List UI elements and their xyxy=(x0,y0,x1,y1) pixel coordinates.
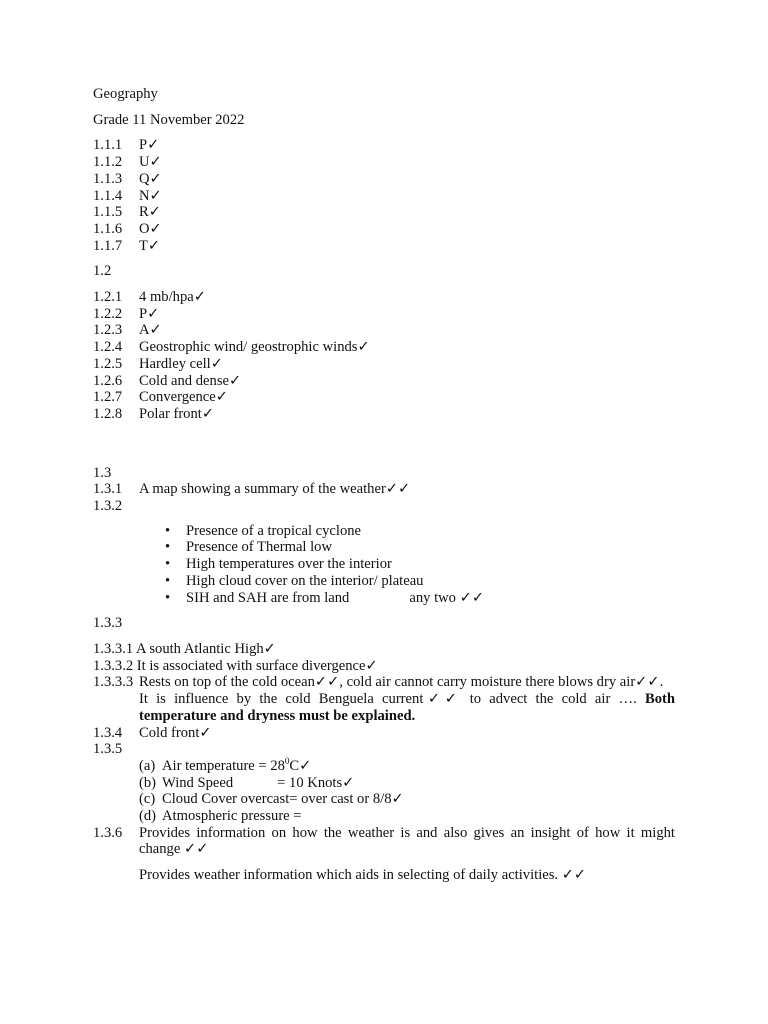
answer-row xyxy=(93,339,675,356)
answer-row xyxy=(93,674,675,724)
question-number: 1.1.4 xyxy=(93,187,123,204)
answer-row xyxy=(93,188,675,205)
answer-row xyxy=(93,406,675,423)
answer-row xyxy=(93,171,675,188)
question-number: 1.2.4 xyxy=(93,339,123,356)
section-1-2 xyxy=(93,289,675,423)
answer-text: R✓ xyxy=(139,204,161,221)
question-number: 1.1.7 xyxy=(93,237,123,254)
question-number: 1.2.6 xyxy=(93,372,123,389)
answer-text: Q✓ xyxy=(139,170,162,187)
bullet-item: • Presence of Thermal low xyxy=(165,539,333,556)
question-number: 1.2.1 xyxy=(93,289,123,306)
answer-row: 1.3.3.2 It is associated with surface divergence✓ xyxy=(93,657,378,674)
section-heading: 1.2 xyxy=(93,263,112,280)
answer-row xyxy=(93,238,675,255)
question-number: 1.2.8 xyxy=(93,405,123,422)
answer-extra: Provides weather information which aids in selecting of daily activities. ✓✓ xyxy=(139,867,587,884)
marking-note: Both temperature and dryness must be explained. xyxy=(139,691,675,724)
question-number: 1.3.6 xyxy=(93,824,123,841)
answer-text: Cold and dense✓ xyxy=(139,372,242,389)
question-number: 1.2.2 xyxy=(93,305,123,322)
answer-row xyxy=(93,373,675,390)
answer-text: Polar front✓ xyxy=(139,405,215,422)
bullet-item: • SIH and SAH are from land any two ✓✓ xyxy=(165,589,485,606)
observation-row: (c) Cloud Cover overcast= over cast or 8/8✓ xyxy=(139,791,404,808)
answer-row xyxy=(93,137,675,154)
answer-row xyxy=(93,306,675,323)
exam-title: Grade 11 November 2022 xyxy=(93,111,245,128)
question-number: 1.1.2 xyxy=(93,154,123,171)
question-number: 1.2.3 xyxy=(93,322,123,339)
section-1-1 xyxy=(93,137,675,254)
question-number: 1.3.4 xyxy=(93,724,123,741)
answer-row xyxy=(93,481,675,498)
question-number: 1.1.5 xyxy=(93,204,123,221)
answer-text: U✓ xyxy=(139,154,162,171)
answer-text: Provides information on how the weather is and also gives an insight of how it might change ✓✓ xyxy=(139,824,675,858)
answer-text: Cold front✓ xyxy=(139,724,212,741)
question-number: 1.3.5 xyxy=(93,741,123,758)
answer-text: O✓ xyxy=(139,220,162,237)
answer-text: N✓ xyxy=(139,187,162,204)
answer-text: 4 mb/hpa✓ xyxy=(139,289,206,306)
question-number: 1.2.7 xyxy=(93,389,123,406)
answer-row xyxy=(93,389,675,406)
question-number: 1.3.1 xyxy=(93,481,123,498)
bullet-suffix: any two ✓✓ xyxy=(409,589,485,606)
answer-text: Rests on top of the cold ocean✓✓, cold air cannot carry moisture there blows dry air✓✓. xyxy=(139,674,664,691)
answer-row xyxy=(93,221,675,238)
answer-row xyxy=(93,289,675,306)
question-number: 1.1.6 xyxy=(93,220,123,237)
answer-row: 1.3.3.1 A south Atlantic High✓ xyxy=(93,640,276,657)
bullet-item: • High cloud cover on the interior/ plateau xyxy=(165,572,424,589)
answer-text: P✓ xyxy=(139,305,160,322)
bullet-list xyxy=(93,523,675,607)
answer-text: Convergence✓ xyxy=(139,389,228,406)
bullet-item: • High temperatures over the interior xyxy=(165,556,392,573)
answer-row xyxy=(93,725,675,742)
question-number: 1.3.2 xyxy=(93,498,123,515)
subject-title: Geography xyxy=(93,86,158,102)
answer-text: P✓ xyxy=(139,137,160,154)
answer-text: Hardley cell✓ xyxy=(139,355,223,372)
answer-row xyxy=(93,356,675,373)
answer-text: T✓ xyxy=(139,237,161,254)
document-page xyxy=(93,86,675,884)
bullet-item: • Presence of a tropical cyclone xyxy=(165,522,362,539)
answer-text: A map showing a summary of the weather✓✓ xyxy=(139,481,411,498)
section-heading: 1.3 xyxy=(93,464,112,481)
answer-extra: It is influence by the cold Benguela current✓✓ to advect the cold air …. Both temperature and dryness must be explained. xyxy=(139,691,675,724)
question-number: 1.1.1 xyxy=(93,137,123,154)
question-number: 1.2.5 xyxy=(93,355,123,372)
answer-text: A✓ xyxy=(139,322,162,339)
observation-row: (b) Wind Speed = 10 Knots✓ xyxy=(139,774,355,791)
answer-row xyxy=(93,322,675,339)
question-number: 1.3.3.3 xyxy=(93,674,134,691)
answer-text: Geostrophic wind/ geostrophic winds✓ xyxy=(139,339,370,356)
observation-row: (d) Atmospheric pressure = xyxy=(139,808,302,825)
observation-row: (a) Air temperature = $28^0C✓$ xyxy=(139,756,312,774)
answer-row xyxy=(93,204,675,221)
weather-observations xyxy=(93,758,675,825)
question-number: 1.1.3 xyxy=(93,170,123,187)
section-1-3 xyxy=(93,465,675,884)
question-number: 1.3.3 xyxy=(93,615,123,632)
answer-row xyxy=(93,154,675,171)
answer-row xyxy=(93,825,675,858)
